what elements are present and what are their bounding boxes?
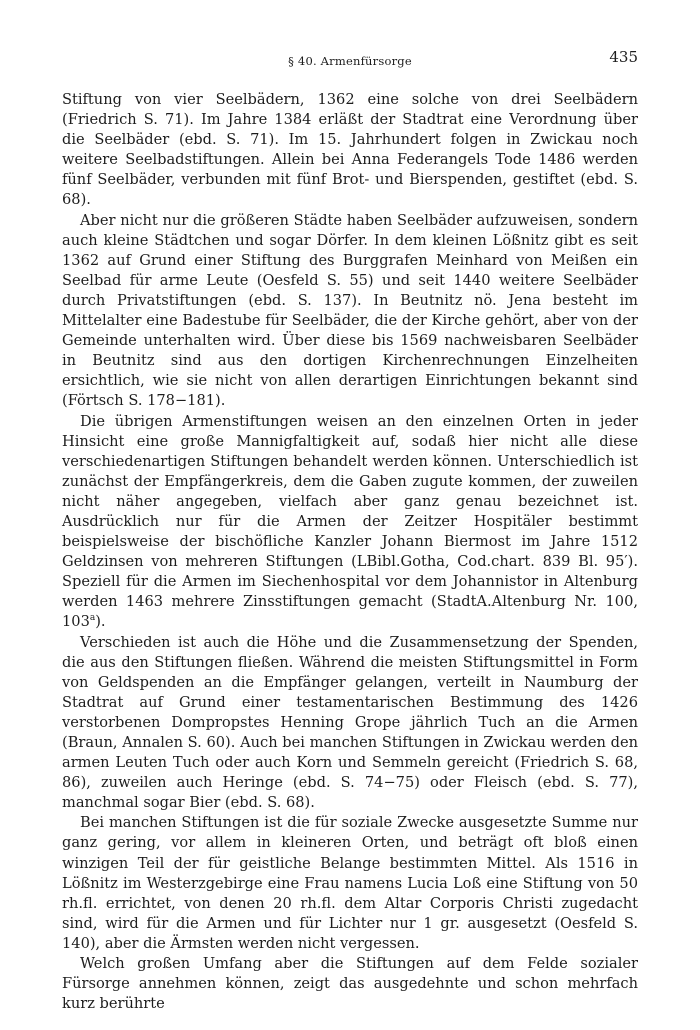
running-title: § 40. Armenfürsorge — [288, 54, 412, 68]
paragraph-armenstiftungen-text: Die übrigen Armenstiftungen weisen an den einzelnen Orten in jeder Hinsicht eine große Mannigfaltigkeit auf, sodaß hier nicht alle diese verschiedenartigen Stiftungen behandelt werden können. Unterschiedlich ist zunächst der Empfängerkreis, dem die Gaben zugute kommen, der zuweilen nicht näher angegeben, vielfach aber ganz genau bezeichnet ist. Ausdrücklich nur für die Armen der Zeitzer Hospitäler bestimmt beispielsweise der bischöfliche Kanzler Johann Biermost im Jahre 1512 Geldzinsen von mehreren Stiftungen (LBibl.Gotha, Cod.chart. 839 Bl. 95′). Speziell für die Armen im Siechenhospital vor dem Johannistor in Altenburg werden 1463 mehrere Zinsstiftungen gemacht (StadtA.Altenburg Nr. 100, 103 — [62, 412, 638, 631]
paragraph-small-towns: Aber nicht nur die größeren Städte haben Seelbäder aufzuweisen, sondern auch kleine Städtchen und sogar Dörfer. In dem kleinen Lößnitz gibt es seit 1362 auf Grund einer Stiftung des Burggrafen Meinhard von Meißen ein Seelbad für arme Leute (Oesfeld S. 55) und seit 1440 weitere Seelbäder durch Privatstiftungen (ebd. S. 137). In Beutnitz nö. Jena besteht im Mittelalter eine Badestube für Seelbäder, die der Kirche gehört, aber von der Gemeinde unterhalten wird. Über diese bis 1569 nachweisbaren Seelbäder in Beutnitz sind aus den dortigen Kirchenrechnungen Einzelheiten ersichtlich, wie sie nicht von allen derartigen Einrichtungen bekannt sind (Förtsch S. 178−181). — [62, 211, 638, 410]
body-text — [62, 90, 638, 1014]
paragraph-spenden: Verschieden ist auch die Höhe und die Zusammensetzung der Spenden, die aus den Stiftungen fließen. Während die meisten Stiftungsmittel in Form von Geldspenden an die Empfänger gelangen, verteilt in Naumburg der Stadtrat auf Grund einer testamentarischen Bestimmung des 1426 verstorbenen Dompropstes Henning Grope jährlich Tuch an die Armen (Braun, Annalen S. 60). Auch bei manchen Stiftungen in Zwickau werden den armen Leuten Tuch oder auch Korn und Semmeln gereicht (Friedrich S. 68, 86), zuweilen auch Heringe (ebd. S. 74−75) oder Fleisch (ebd. S. 77), manchmal sogar Bier (ebd. S. 68). — [62, 633, 638, 812]
paragraph-armenstiftungen-end: ). — [95, 613, 106, 631]
superscript-marker: a — [89, 613, 96, 624]
running-head — [62, 48, 638, 78]
paragraph-large-scope: Welch großen Umfang aber die Stiftungen auf dem Felde sozialer Fürsorge annehmen können, zeigt das ausgedehnte und schon mehrfach kurz berührte — [62, 955, 638, 1013]
paragraph-seelbaeder-zwickau: Stiftung von vier Seelbädern, 1362 eine solche von drei Seelbädern (Friedrich S. 71). Im Jahre 1384 erläßt der Stadtrat eine Verordnung über die Seelbäder (ebd. S. 71). Im 15. Jahrhundert folgen in Zwickau noch weitere Seelbadstiftungen. Allein bei Anna Federangels Tode 1486 werden fünf Seelbäder, verbunden mit fünf Brot- und Bierspenden, gestiftet (ebd. S. 68). — [62, 91, 638, 209]
paragraph-armenstiftungen — [62, 412, 638, 633]
paragraph-small-sums: Bei manchen Stiftungen ist die für soziale Zwecke ausgesetzte Summe nur ganz gering, vor allem in kleineren Orten, und beträgt oft bloß einen winzigen Teil der für geistliche Belange bestimmten Mittel. Als 1516 in Lößnitz im Westerzgebirge eine Frau namens Lucia Loß eine Stiftung von 50 rh.fl. errichtet, von denen 20 rh.fl. dem Altar Corporis Christi zugedacht sind, wird für die Armen und für Lichter nur 1 gr. ausgesetzt (Oesfeld S. 140), aber die Ärmsten werden nicht vergessen. — [62, 814, 638, 952]
book-page — [62, 48, 638, 1014]
page-number: 435 — [609, 48, 638, 66]
